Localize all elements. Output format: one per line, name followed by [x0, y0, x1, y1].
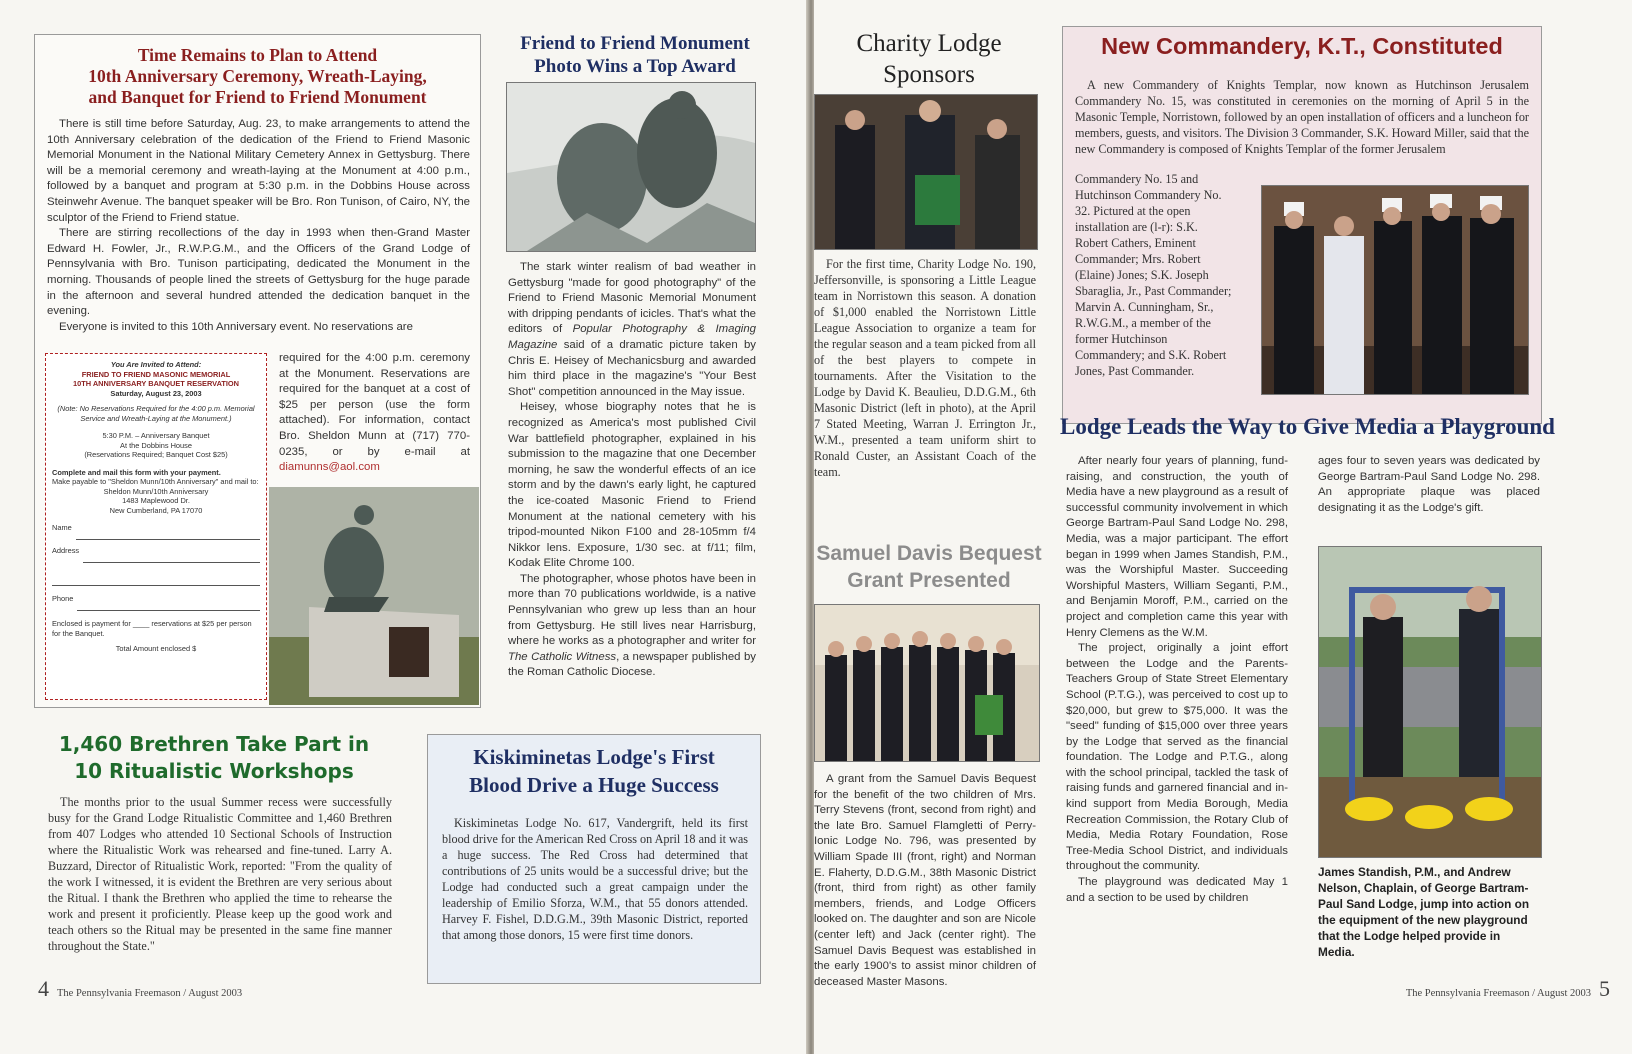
- playground-title: Lodge Leads the Way to Give Media a Playground: [1060, 414, 1555, 439]
- little-league-body: For the first time, Charity Lodge No. 190, Jeffersonville, is sponsoring a Little League team in Norristown this season. A donation of $1,000 enabled the Norristown Little League Association to organize a team for the regular season and a team picked from all of the best players to compete in tournaments. After the Visitation to the Lodge by David K. Beaulieu, D.D.G.M., 6th Masonic District (left in photo), at the April 7 Stated Meeting, Warran J. Errington Jr., W.M., presented a team uniform shirt to Ronald Custer, an Assistant Coach of the team.: [814, 257, 1036, 479]
- name-label: Name: [52, 523, 72, 532]
- playground-caption: James Standish, P.M., and Andrew Nelson, Chaplain, of George Bartram-Paul Sand Lodge, jump into action on the equipment of the new playground that the Lodge helped provide in Media.: [1318, 865, 1530, 959]
- bequest-title: Samuel Davis Bequest Grant Presented: [816, 542, 1042, 592]
- workshops-body: The months prior to the usual Summer recess were successfully busy for the Grand Lodge Ritualistic Committee and 1,460 Brethren from 407 Lodges who attended 10 Sectional Schools of Instruction where the Ritualistic Work was rehearsed and fine-tuned. Larry A. Buzzard, Director of Ritualistic Work, reported: "From the quality of the work I witnessed, it is evident the Brethren are very serious about the Ritual. I thank the Brethren who applied the time to rehearse the work and present it proficiently. Please keep up the good work and teach others so the Ritual may be presented in the same fine manner throughout the State.": [48, 795, 392, 953]
- right-footer: [1406, 976, 1610, 1002]
- commandery-body-top: A new Commandery of Knights Templar, now known as Hutchinson Jerusalem Commandery No. 15, was constituted in ceremonies on the morning of April 5 in the Masonic Temple, Norristown, followed by an open installation of officers and a luncheon for members, guests, and visitors. The Division 3 Commander, S.K. Howard Miller, said that the new Commandery is composed of Knights Templar of the former Jerusalem: [1075, 78, 1529, 156]
- playground-body: After nearly four years of planning, fund-raising, and construction, the youth of Media have a new playground as a result of successful community involvement in which George Bartram-Paul Sand Lodge No. 298, Media, was a major participant. The effort began in 1999 when James Standish, P.M., was the Worshipful Master. Succeeding Worshipful Masters, William Seganti, P.M., and Benjamin Moroff, P.M., carried on the project and completion came this year with Henry Clemens as the W.M. The project, originally a joint effort between the Lodge and the Parents-Teachers Group of State Street Elementary School (P.T.G.), was perceived to cost up to $20,000, but grew to $75,000. It was the "seed" funding of $15,000 over three years by the Lodge that served as the financial foundation. The Lodge and P.T.G., along with the school principal, tackled the task of raising funds and garnered financial and in-kind support from Media Borough, Media Recreation Commission, the Rotary Club of Media, Media Rotary Foundation, Rose Tree-Media School District, and individuals throughout the community. The playground was dedicated May 1 and a section to be used by children: [1066, 455, 1288, 904]
- name-field[interactable]: [76, 527, 260, 540]
- page-number-left: 4: [38, 976, 49, 1001]
- address-field-2[interactable]: [52, 573, 260, 586]
- anniversary-body: There is still time before Saturday, Aug. 23, to make arrangements to attend the 10th Anniversary celebration of the dedication of the Friend to Friend Masonic Memorial Monument in the National Military Cemetery Annex in Gettysburg. There will be a memorial ceremony and wreath-laying at the Monument at 4:00 p.m., followed by a banquet and program at 5:30 p.m. in the Dobbins House across Steinwehr Avenue. The banquet speaker will be Bro. Ron Tunison, of Cairo, NY, the sculptor of the Friend to Friend statue. There are stirring recollections of the day in 1993 when then-Grand Master Edward H. Fowler, Jr., R.W.P.G.M., and the Officers of the Grand Lodge of Pennsylvania with Bro. Tunison participating, dedicated the Monument in the morning. Thousands of people lined the streets of Gettysburg for the huge parade in the afternoon and several hundred attended the dedication banquet in the evening. Everyone is invited to this 10th Anniversary event. No reservations are: [47, 118, 470, 333]
- workshops-title: 1,460 Brethren Take Part in 10 Ritualistic Workshops: [58, 732, 370, 783]
- commandery-article: [1062, 26, 1542, 424]
- commandery-title: New Commandery, K.T., Constituted: [1101, 33, 1503, 59]
- playground-body-col2: ages four to seven years was dedicated by George Bartram-Paul Sand Lodge No. 298. An appropriate plaque was placed designating it as the Lodge's gift.: [1318, 455, 1540, 514]
- blood-drive-title: Kiskiminetas Lodge's First Blood Drive a Huge Success: [469, 745, 719, 797]
- anniversary-reservation-text: required for the 4:00 p.m. ceremony at the Monument. Reservations are required for the banquet at a cost of $25 per person (use the form attached). For information, contact Bro. Sheldon Munn at (717) 770-0235, or by e-mail at diamunns@aol.com: [279, 352, 470, 474]
- blood-drive-body: Kiskiminetas Lodge No. 617, Vandergrift, held its first blood drive for the American Red Cross on April 18 and it was a huge success. The Red Cross had determined that contributions of 25 units would be a successful drive; but the Lodge had conducted such a great campaign under the leadership of Emilio Sforza, W.M., that 55 donors attended. Harvey F. Fishel, D.D.G.M., 39th Masonic District, reported that among those donors, 15 were first time donors.: [442, 816, 748, 942]
- address-field[interactable]: [83, 550, 260, 563]
- left-footer: [38, 976, 242, 1002]
- little-league-title: Charity Lodge Sponsors: [856, 30, 1002, 88]
- commandery-photo: [1261, 185, 1529, 395]
- monument-photo: [269, 487, 479, 705]
- award-title: Friend to Friend Monument Photo Wins a Top Award: [520, 33, 750, 77]
- anniversary-title: Time Remains to Plan to Attend 10th Anniversary Ceremony, Wreath-Laying, and Banquet for Friend to Friend Monument: [88, 45, 427, 107]
- award-body: The stark winter realism of bad weather in Gettysburg "made for good photography" of the Friend to Friend Masonic Memorial Monument with dripping pendants of icicles. That's what the editors of Popular Photography & Imaging Magazine said of a dramatic picture taken by Chris E. Heisey of Mechanicsburg and awarded him third place in the magazine's "Your Best Shot" competition announced in the May issue. Heisey, whose biography notes that he is recognized as America's most published Civil War battlefield photographer, explained in his submission to the magazine that one December morning, he saw the wonderful effects of an ice storm and by the dawn's early light, he captured the ice-coated Masonic Friend to Friend Monument at the national cemetery with his tripod-mounted Nikon F100 and 28-105mm f/4 Nikkor lens. Exposure, 1/30 sec. at f/11; film, Kodak Elite Chrome 100. The photographer, whose photos have been in more than 70 publications worldwide, is a native Pennsylvanian who grew up less than an hour from Gettysburg. He still lives near Harrisburg, where he works as a photographer and writer for The Catholic Witness, a newspaper published by the Roman Catholic Diocese.: [508, 261, 756, 679]
- anniversary-article: [34, 34, 481, 708]
- footer-publication-left: The Pennsylvania Freemason / August 2003: [57, 988, 243, 999]
- blood-drive-article: [427, 734, 761, 984]
- phone-field[interactable]: [77, 598, 260, 611]
- bequest-body: A grant from the Samuel Davis Bequest for the benefit of the two children of Mrs. Terry Stevens (front, second from right) and the late Bro. Samuel Flamgletti of Perry-Ionic Lodge No. 796, was presented by William Spade III (front, right) and Norman E. Flaherty, D.D.G.M., 38th Masonic District (front, third from right) as other family members, friends, and Lodge Officers looked on. The daughter and son are Nicole (center left) and Jack (center right). The Samuel Davis Bequest was established in the early 1900's to assist minor children of deceased Master Masons.: [814, 773, 1036, 988]
- footer-publication-right: The Pennsylvania Freemason / August 2003: [1405, 988, 1591, 999]
- bequest-group-photo: [814, 604, 1040, 762]
- contact-email[interactable]: diamunns@aol.com: [279, 461, 380, 474]
- commandery-body-side: Commandery No. 15 and Hutchinson Commandery No. 32. Pictured at the open installation are (l-r): S.K. Robert Cathers, Eminent Commander; Mrs. Robert (Elaine) Jones; S.K. Joseph Sbaraglia, Jr., Past Commander; Marvin A. Cunningham, Sr., R.W.G.M., a member of the former Hutchinson Commandery; and S.K. Robert Jones, Past Commander.: [1075, 172, 1232, 378]
- phone-label: Phone: [52, 594, 74, 603]
- little-league-photo: [814, 94, 1038, 250]
- playground-photo: [1318, 546, 1542, 858]
- address-label: Address: [52, 546, 80, 555]
- right-page: [814, 0, 1632, 1054]
- icy-monument-photo: [506, 82, 756, 252]
- page-number-right: 5: [1599, 976, 1610, 1001]
- left-page: [0, 0, 808, 1054]
- reservation-form: You Are Invited to Attend: FRIEND TO FRIEND MASONIC MEMORIAL 10TH ANNIVERSARY BANQUET RESERVATION Saturday, August 23, 2003 (Note: No Reservations Required for the 4:00 p.m. Memorial Service and Wreath-Laying at the Monument.) 5:30 P.M. – Anniversary Banquet At the Dobbins House (Reservations Required; Banquet Cost $25) Complete and mail this form with your payment. Make payable to "Sheldon Munn/10th Anniversary" and mail to: Sheldon Munn/10th Anniversary 1483 Maplewood Dr. New Cumberland, PA 17070 Name Address Phone Enclosed is payment for ____ reservations at $25 per person for the Banquet. Total Amount enclosed $: [45, 353, 267, 700]
